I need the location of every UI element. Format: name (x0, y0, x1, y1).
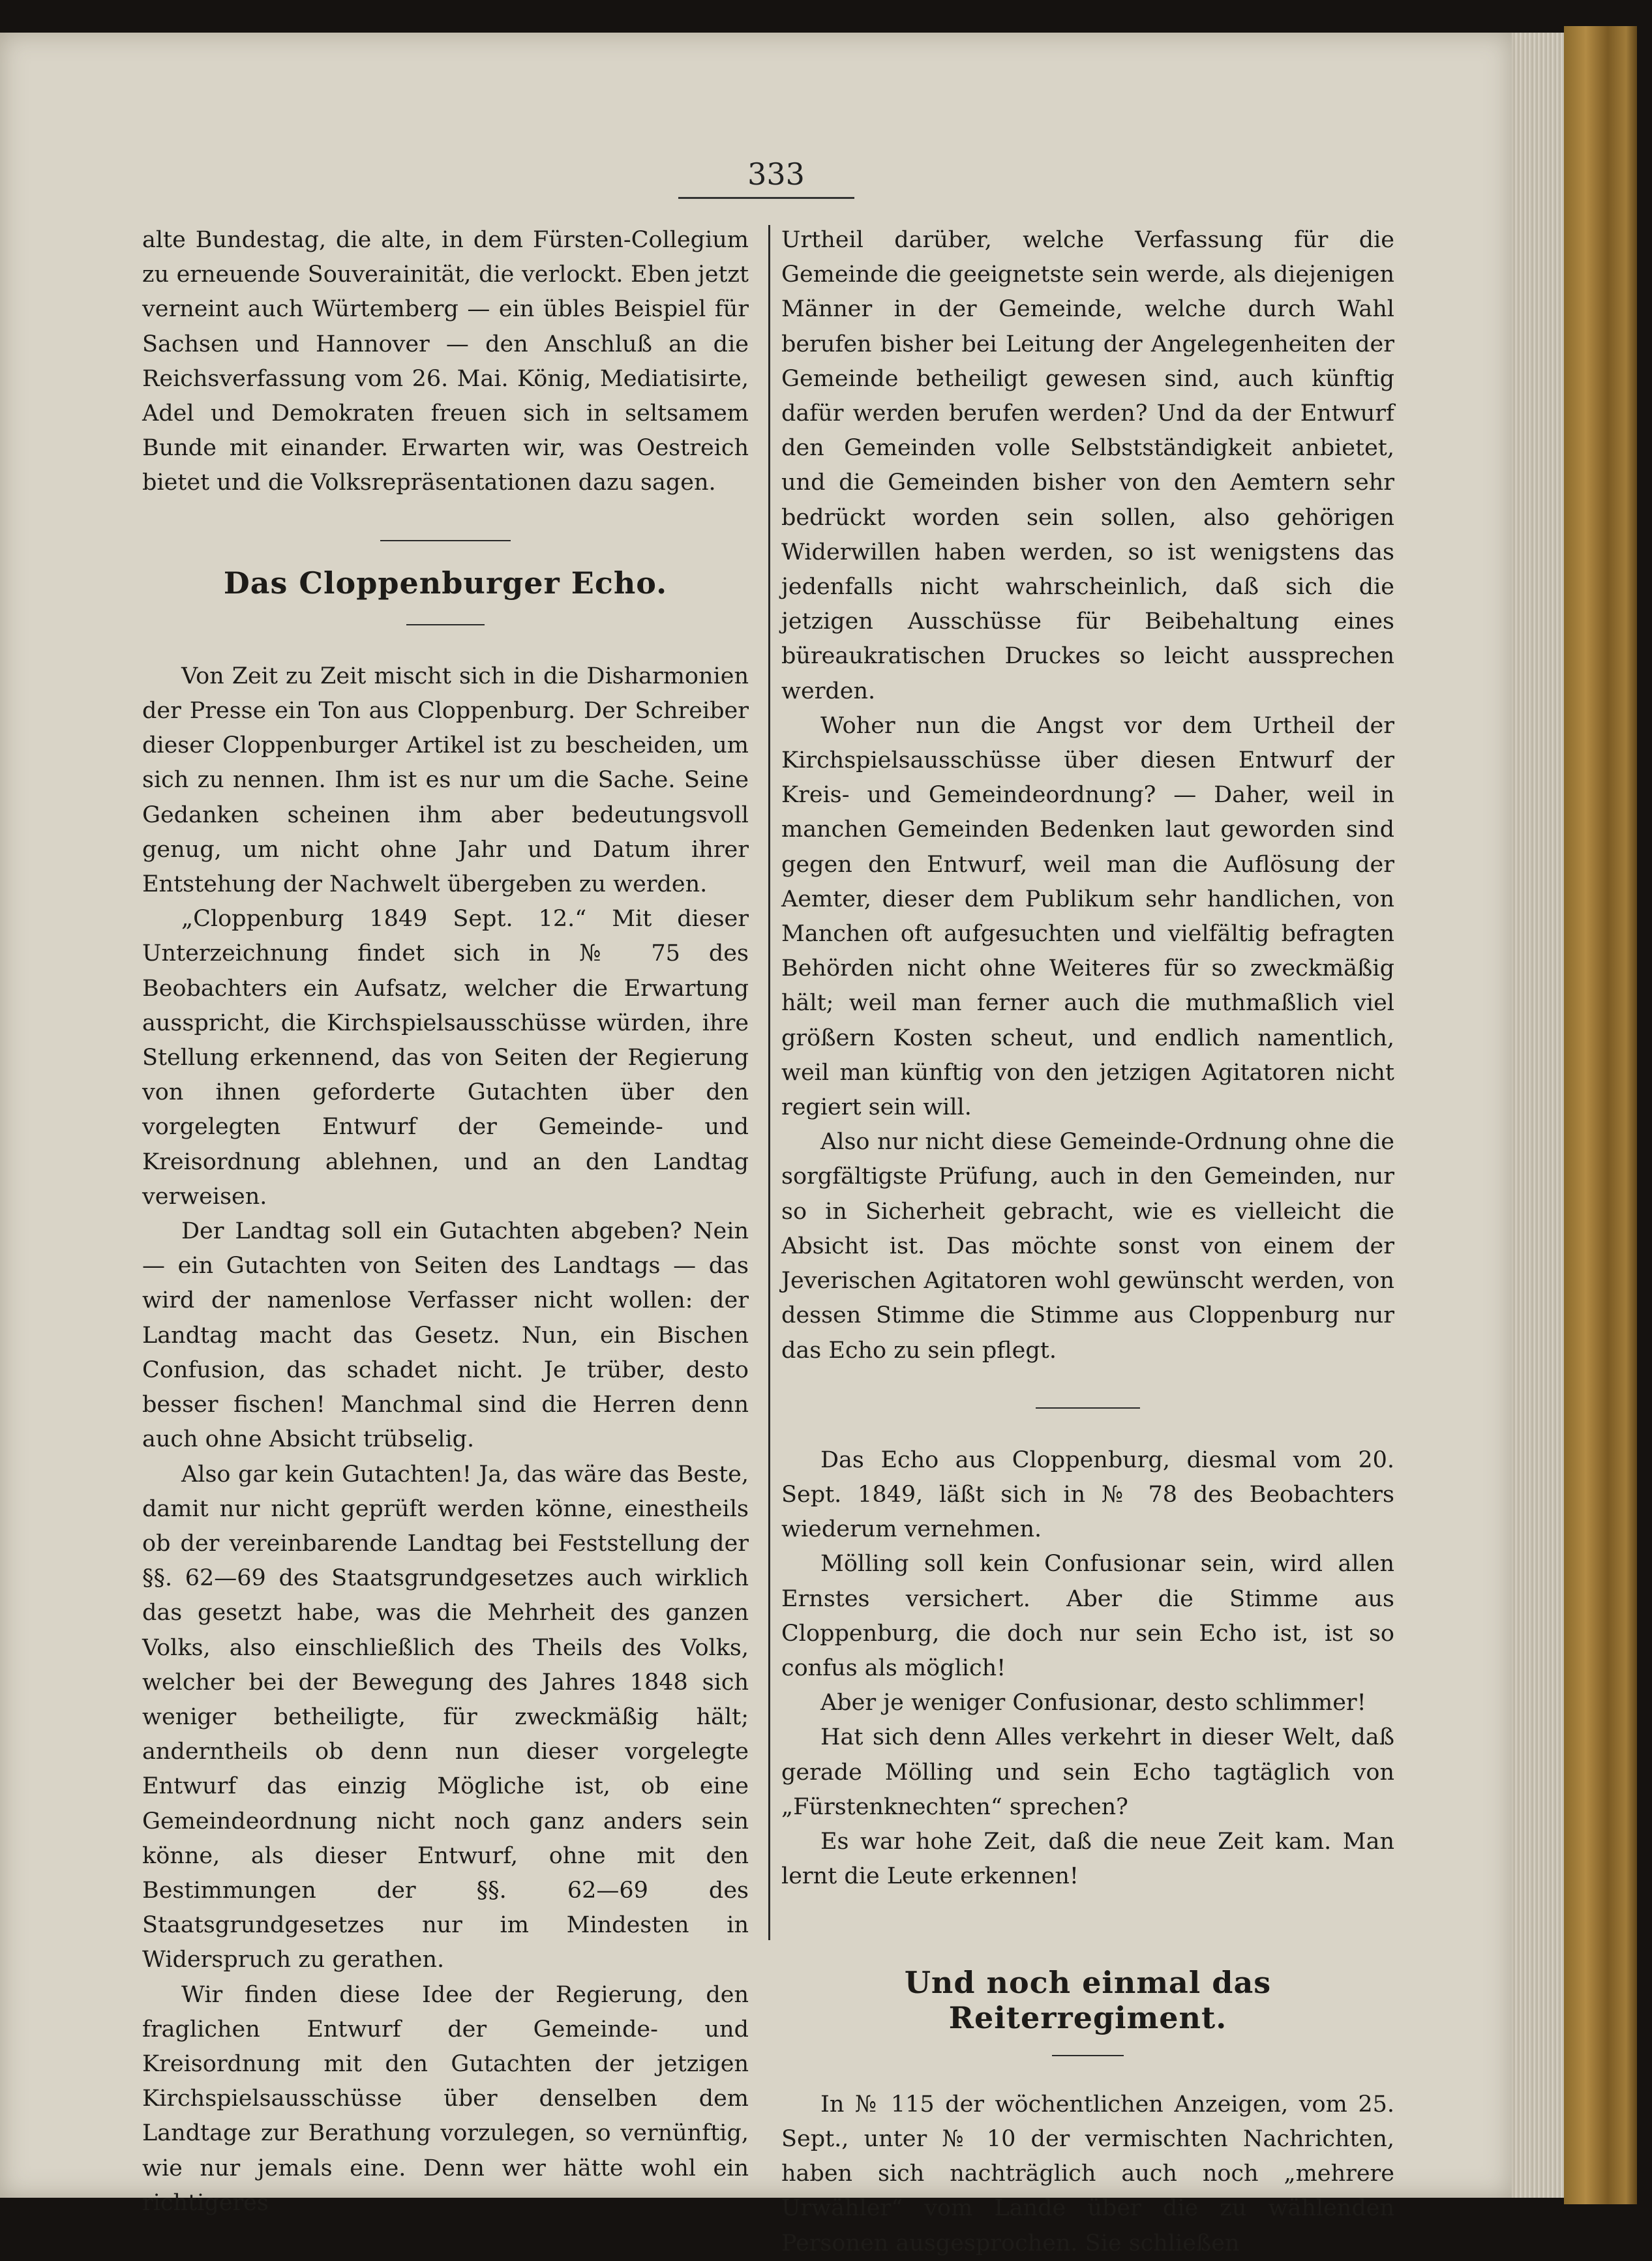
page-number: 333 (747, 157, 805, 192)
page-stack-edge (1512, 33, 1564, 2198)
title-rule (406, 624, 485, 625)
paragraph: Der Landtag soll ein Gutachten abgeben? Nein — ein Gutachten von Seiten des Landtags — das wird der namenlose Verfasser nicht wollen: der Landtag macht das Gesetz. Nun, ein Bischen Confusion, das schadet nicht. Je trüber, desto besser fischen! Manchmal sind die Herren denn auch ohne Absicht trübselig. (142, 1218, 749, 1453)
title-separator (142, 601, 749, 659)
intro-paragraph: alte Bundestag, die alte, in dem Fürsten-Collegium zu erneuende Souverainität, die verlockt. Eben jetzt verneint auch Würtemberg — ein übles Beispiel für Sachsen und Hannover — den Anschluß an die Reichsverfassung vom 26. Mai. König, Mediatisirte, Adel und Demokraten freuen sich in seltsamem Bunde mit einander. Erwarten wir, was Oestreich bietet und die Volksrepräsentationen dazu sagen. (142, 227, 749, 496)
paragraph: Mölling soll kein Confusionar sein, wird allen Ernstes versichert. Aber die Stimme aus Cloppenburg, die doch nur sein Echo ist, ist so confus als möglich! (781, 1551, 1394, 1681)
header-rule (678, 197, 854, 199)
paragraph: Also nur nicht diese Gemeinde-Ordnung ohne die sorgfältigste Prüfung, auch in den Gemeinden, nur so in Sicherheit gebracht, wie es vielleicht die Absicht ist. Das möchte sonst von einem der Jeverischen Agitatoren wohl gewünscht werden, von dessen Stimme die Stimme aus Cloppenburg nur das Echo zu sein pflegt. (781, 1129, 1394, 1364)
paragraph: Also gar kein Gutachten! Ja, das wäre das Beste, damit nur nicht geprüft werden könne, einestheils ob der vereinbarende Landtag bei Feststellung der §§. 62—69 des Staatsgrundgesetzes auch wirklich das gesetzt habe, was die Mehrheit des ganzen Volks, also einschließlich des Theils des Volks, welcher bei der Bewegung des Jahres 1848 sich weniger betheiligte, für zweckmäßig hält; anderntheils ob denn nun dieser vorgelegte Entwurf das einzig Mögliche ist, ob eine Gemeindeordnung nicht noch ganz anders sein könne, als dieser Entwurf, ohne mit den Bestimmungen der §§. 62—69 des Staatsgrundgesetzes nur im Mindesten in Widerspruch zu gerathen. (142, 1461, 749, 1973)
paragraph: Woher nun die Angst vor dem Urtheil der Kirchspielsausschüsse über diesen Entwurf der Kreis- und Gemeindeordnung? — Daher, weil in manchen Gemeinden Bedenken laut geworden sind gegen den Entwurf, weil man die Auflösung der Aemter, dieser dem Publikum sehr handlichen, von Manchen oft aufgesuchten und vielfältig befragten Behörden nicht ohne Weiteres für so zweckmäßig hält; weil man ferner auch die muthmaßlich viel größern Kosten scheut, und endlich namentlich, weil man künftig von den jetzigen Agitatoren nicht regiert sein will. (781, 712, 1394, 1121)
paragraph: Das Echo aus Cloppenburg, diesmal vom 20. Sept. 1849, läßt sich in № 78 des Beobachters wiederum vernehmen. (781, 1446, 1394, 1543)
separator-rule (1036, 1407, 1140, 1409)
paragraph: „Cloppenburg 1849 Sept. 12.“ Mit dieser Unterzeichnung findet sich in № 75 des Beobachters ein Aufsatz, welcher die Erwartung ausspricht, die Kirchspielsausschüsse würden, ihre Stellung erkennend, das von Seiten der Regierung von ihnen geforderte Gutachten über den vorgelegten Entwurf der Gemeinde- und Kreisordnung ablehnen, und an den Landtag verweisen. (142, 906, 749, 1210)
paragraph: Urtheil darüber, welche Verfassung für die Gemeinde die geeignetste sein werde, als diejenigen Männer in der Gemeinde, welche durch Wahl berufen bisher bei Leitung der Angelegenheiten der Gemeinde betheiligt gewesen sind, auch künftig dafür werden berufen werden? Und da der Entwurf den Gemeinden volle Selbstständigkeit anbietet, und die Gemeinden bisher von den Aemtern sehr bedrückt worden sein sollen, also gehörigen Widerwillen haben werden, so ist wenigstens das jedenfalls nicht wahrscheinlich, daß sich die jetzigen Ausschüsse für Beibehaltung eines büreaukratischen Druckes so leicht aussprechen werden. (781, 227, 1394, 704)
paragraph: Von Zeit zu Zeit mischt sich in die Disharmonien der Presse ein Ton aus Cloppenburg. Der Schreiber dieser Cloppenburger Artikel ist zu bescheiden, um sich zu nennen. Ihm ist es nur um die Sache. Seine Gedanken scheinen ihm aber bedeutungsvoll genug, um nicht ohne Jahr und Datum ihrer Entstehung der Nachwelt übergeben zu werden. (142, 663, 749, 898)
title-rule (1052, 2055, 1124, 2056)
section-spacer (781, 1894, 1394, 1966)
right-column (781, 223, 1394, 2261)
column-divider (768, 225, 770, 1940)
article-title-cloppenburg: Das Cloppenburger Echo. (223, 565, 668, 601)
paragraph: Es war hohe Zeit, daß die neue Zeit kam. Man lernt die Leute erkennen! (781, 1828, 1394, 1890)
paragraph: Hat sich denn Alles verkehrt in dieser Welt, daß gerade Mölling und sein Echo tagtäglich von „Fürstenknechten“ sprechen? (781, 1724, 1394, 1820)
left-column (142, 223, 749, 2221)
section-separator (142, 501, 749, 566)
paragraph: In № 115 der wöchentlichen Anzeigen, vom 25. Sept., unter № 10 der vermischten Nachrichten, haben sich nachträglich auch noch „mehrere Urwähler“ vom Lande über die zu wählenden Personen ausgesprochen. Sie schließen (781, 2091, 1394, 2256)
title-separator (781, 2035, 1394, 2088)
book-binding (1564, 26, 1637, 2204)
article-title-reiterregiment: Und noch einmal das Reiterregiment. (904, 1965, 1272, 2035)
separator-rule (380, 540, 511, 541)
section-separator (781, 1368, 1394, 1443)
paragraph: Aber je weniger Confusionar, desto schlimmer! (820, 1690, 1366, 1716)
paragraph: Wir finden diese Idee der Regierung, den fraglichen Entwurf der Gemeinde- und Kreisordnung mit den Gutachten der jetzigen Kirchspielsausschüsse über denselben dem Landtage zur Berathung vorzulegen, so vernünftig, wie nur jemals eine. Denn wer hätte wohl ein richtigeres (142, 1981, 749, 2216)
